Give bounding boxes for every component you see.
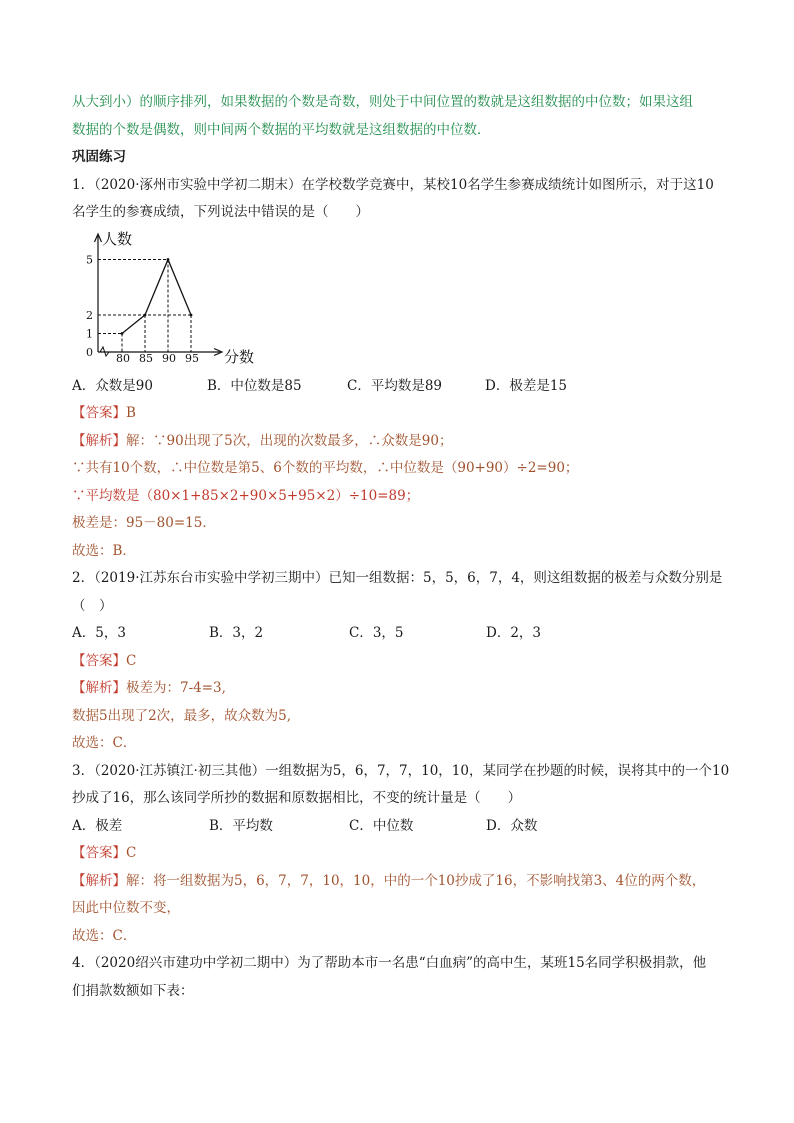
q3-option-d: D．众数 <box>486 817 538 834</box>
data-point <box>121 332 124 335</box>
x-tick-label: 85 <box>139 351 153 365</box>
q3-option-a: A．极差 <box>72 817 123 834</box>
q2-analysis-line-3: 故选：C． <box>72 735 137 751</box>
y-tick-label: 5 <box>86 253 93 266</box>
q2-option-b: B．3，2 <box>209 625 264 641</box>
q2-analysis-line-1 <box>72 678 724 698</box>
q1-analysis-line-1 <box>72 431 724 451</box>
q1-analysis-line-3: ∵平均数是（80×1+85×2+90×5+95×2）÷10=89； <box>72 487 420 504</box>
q1-analysis-line-4: 极差是：95－80=15． <box>72 515 216 531</box>
q3-analysis-line-3: 故选：C． <box>72 927 137 944</box>
q1-analysis-line-2: ∵共有10个数，∴中位数是第5、6个数的平均数，∴中位数是（90+90）÷2=90； <box>72 460 579 476</box>
line-chart-svg <box>78 228 278 374</box>
y-axis-label: 人数 <box>102 229 133 248</box>
data-series-line <box>122 259 191 333</box>
data-point <box>167 258 170 261</box>
q1-stem-line-1: 1．（2020·涿州市实验中学初二期末）在学校数学竞赛中，某校10名学生参赛成绩统计如图所示，对于这10 <box>72 176 714 193</box>
q1-line-chart <box>72 228 724 374</box>
q2-analysis-line-2: 数据5出现了2次，最多，故众数为5, <box>72 707 292 724</box>
x-tick-label: 95 <box>185 351 199 365</box>
q2-stem-line-2: （ ） <box>72 597 113 614</box>
document-page <box>72 92 730 1008</box>
intro-line-1: 从大到小）的顺序排列，如果数据的个数是奇数，则处于中间位置的数就是这组数据的中位数；如果这组 <box>72 94 693 110</box>
q1-answer <box>72 403 724 423</box>
q3-stem-line-2: 抄成了16，那么该同学所抄的数据和原数据相比，不变的统计量是（ ） <box>72 790 522 806</box>
x-tick-label: 90 <box>162 351 176 365</box>
q3-option-c: C．中位数 <box>349 817 414 834</box>
q1-answer-tag: 【答案】 <box>72 405 126 421</box>
q4-stem-line-2: 们捐款数额如下表： <box>72 982 194 999</box>
q1-options <box>72 376 724 396</box>
q1-option-a: A．众数是90 <box>72 377 153 394</box>
q2-option-c: C．3，5 <box>349 625 404 641</box>
q1-option-d: D．极差是15 <box>485 377 568 394</box>
q1-analysis-tag: 【解析】 <box>72 432 126 449</box>
y-tick-label: 0 <box>86 345 93 359</box>
q3-analysis-line-2: 因此中位数不变， <box>72 900 180 916</box>
q4-stem-line-1: 4．（2020绍兴市建功中学初二期中）为了帮助本市一名患“白血病”的高中生，某班15名同学积极捐款，他 <box>72 955 707 971</box>
data-point <box>190 313 193 316</box>
q2-analysis-text-1: 极差为：7-4=3, <box>126 680 226 696</box>
q3-analysis-text-1: 解：将一组数据为5，6，7，7，10，10，中的一个10抄成了16，不影响找第3、4位的两个数， <box>126 872 706 889</box>
y-tick-label: 2 <box>86 308 93 322</box>
q1-stem-line-2: 名学生的参赛成绩，下列说法中错误的是（ ） <box>72 204 369 220</box>
y-tick-label: 1 <box>86 327 93 340</box>
q3-analysis-tag: 【解析】 <box>72 872 126 889</box>
q3-stem-line-1: 3．（2020·江苏镇江·初三其他）一组数据为5，6，7，7，10，10，某同学在抄题的时候，误将其中的一个10 <box>72 762 730 779</box>
intro-line-2: 数据的个数是偶数，则中间两个数据的平均数就是这组数据的中位数． <box>72 121 491 138</box>
q2-options <box>72 623 724 643</box>
data-point <box>144 313 147 316</box>
q2-analysis-tag: 【解析】 <box>72 680 126 696</box>
q3-options <box>72 816 724 836</box>
q2-answer-tag: 【答案】 <box>72 652 126 669</box>
q1-option-c: C．平均数是89 <box>347 377 443 394</box>
q1-option-b: B．中位数是85 <box>207 377 302 394</box>
q1-analysis-text-1: 解：∵90出现了5次，出现的次数最多，∴众数是90； <box>126 432 453 449</box>
q3-analysis-line-1 <box>72 871 724 891</box>
q2-option-d: D．2，3 <box>486 625 542 641</box>
q2-answer-value: C <box>126 652 137 669</box>
q3-answer-tag: 【答案】 <box>72 845 126 861</box>
q3-option-b: B．平均数 <box>209 817 273 834</box>
x-axis-label: 分数 <box>224 347 255 366</box>
q3-answer-value: C <box>126 845 137 861</box>
x-tick-label: 80 <box>116 351 130 365</box>
q2-answer <box>72 651 724 671</box>
q1-analysis-line-5: 故选：B． <box>72 542 136 559</box>
section-title: 巩固练习 <box>72 149 126 165</box>
q1-answer-value: B <box>126 405 136 421</box>
q2-stem-line-1: 2．（2019·江苏东台市实验中学初三期中）已知一组数据：5，5，6，7，4，则这组数据的极差与众数分别是 <box>72 570 723 586</box>
q3-answer <box>72 843 724 863</box>
q2-option-a: A．5，3 <box>72 625 126 641</box>
